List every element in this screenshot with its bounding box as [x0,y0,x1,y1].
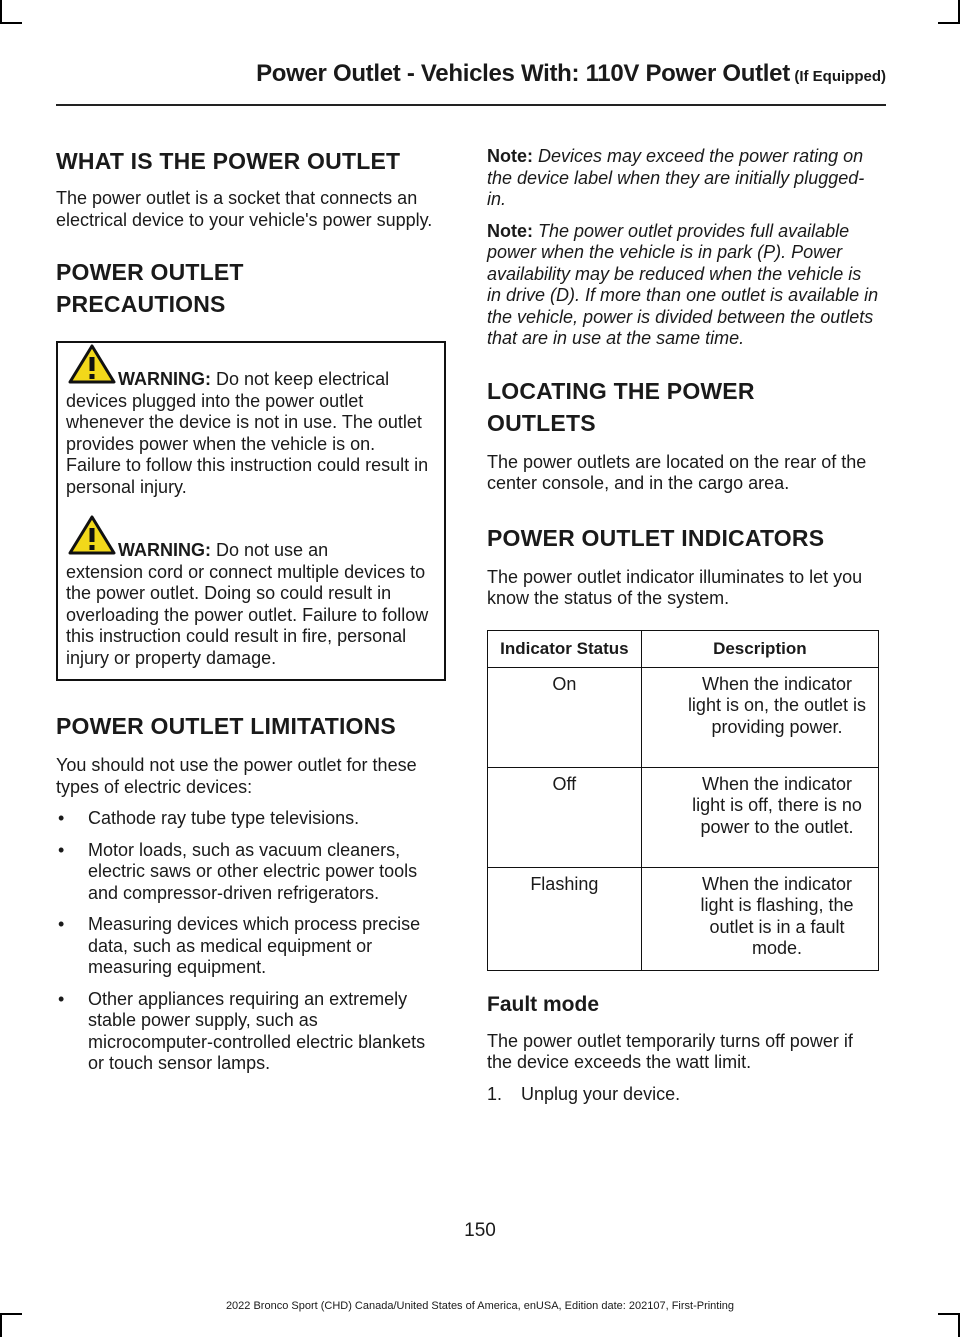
precautions-heading-line1: POWER OUTLET [56,259,244,285]
note-paragraph [487,146,879,211]
list-item: • Motor loads, such as vacuum cleaners, electric saws or other electric power tools and compressor-driven refrigerators. [58,839,418,903]
list-item: 1. Unplug your device. [487,1083,681,1104]
locating-heading-line2: OUTLETS [487,409,596,436]
what-heading: WHAT IS THE POWER OUTLET [56,148,401,174]
locating-heading-line1: LOCATING THE POWER [487,377,755,404]
warning-first-line [66,540,434,562]
warning-text: extension cord or connect multiple devices to the power outlet. Doing so could result in overloading the power outlet. Failure to follow this instruction could result in fire, personal injury or property damage. [66,561,429,668]
warning-first-line [66,369,434,391]
column-header-status: Indicator Status [488,630,642,667]
warning-triangle-icon [68,343,116,385]
fault-heading: Fault mode [487,992,600,1016]
left-column [56,146,446,1075]
right-column [487,146,879,1105]
warning-item [66,540,434,669]
page-header [56,60,886,88]
warning-box [56,341,446,681]
list-item: • Other appliances requiring an extremely stable power supply, such as microcomputer-controlled electric blankets or touch sensor lamps. [58,988,426,1073]
table-row [488,867,879,970]
limitations-list [56,808,446,1075]
crop-mark [0,22,22,24]
column-header-description: Description [641,630,878,667]
crop-mark [0,1313,2,1337]
header-divider [56,104,886,106]
warning-lead-text: Do not use an [216,540,329,560]
note-label: Note: [487,220,533,241]
steps-list [487,1084,879,1106]
precautions-heading-line2: PRECAUTIONS [56,291,226,317]
header-subtitle: (If Equipped) [794,68,886,85]
bullet-icon: • [58,808,65,828]
status-cell: Off [488,767,642,867]
table-row [488,667,879,767]
table-header-row [488,630,879,667]
warning-item [66,369,434,498]
footer-text: 2022 Bronco Sport (CHD) Canada/United States of America, enUSA, Edition date: 202107, First-Printing [225,1300,735,1312]
warning-label: WARNING: [118,369,211,389]
note-text: The power outlet provides full available power when the vehicle is in park (P). Power availability may be reduced when the vehicle is in drive (D). If more than one outlet is available in the vehicle, power is divided between the outlets that are in use at the same time. [487,220,879,348]
bullet-icon: • [58,988,65,1009]
limitations-intro: You should not use the power outlet for these types of electric devices: [56,755,417,797]
what-text: The power outlet is a socket that connects an electrical device to your vehicle's power supply. [56,188,433,230]
warning-text: devices plugged into the power outlet whenever the device is not in use. The outlet provides power when the vehicle is on. Failure to follow this instruction could result in personal injury. [66,390,429,497]
status-cell: On [488,667,642,767]
warning-triangle-icon [68,514,116,556]
header-title: Power Outlet - Vehicles With: 110V Power Outlet [256,60,790,87]
crop-mark [0,0,2,24]
description-cell: When the indicator light is off, there is no power to the outlet. [641,767,878,867]
list-item: • Cathode ray tube type televisions. [58,808,360,828]
crop-mark [0,1313,22,1315]
status-cell: Flashing [488,867,642,970]
bullet-icon: • [58,839,65,860]
list-item: • Measuring devices which process precise data, such as medical equipment or measuring equipment. [58,914,421,977]
page-number: 150 [464,1220,496,1241]
fault-text: The power outlet temporarily turns off power if the device exceeds the watt limit. [487,1030,853,1072]
locating-text: The power outlets are located on the rear of the center console, and in the cargo area. [487,451,867,493]
note-label: Note: [487,146,533,166]
warning-lead-text: Do not keep electrical [216,369,390,389]
description-cell: When the indicator light is flashing, the outlet is in a fault mode. [641,867,878,970]
table-row [488,767,879,867]
indicators-heading: POWER OUTLET INDICATORS [487,524,825,551]
description-cell: When the indicator light is on, the outlet is providing power. [641,667,878,767]
crop-mark [938,22,960,24]
indicator-table [487,630,879,971]
note-paragraph [487,221,879,350]
warning-label: WARNING: [118,540,211,560]
bullet-icon: • [58,914,65,934]
crop-mark [938,1313,960,1315]
limitations-heading: POWER OUTLET LIMITATIONS [56,713,396,739]
indicators-text: The power outlet indicator illuminates to let you know the status of the system. [487,566,863,608]
note-text: Devices may exceed the power rating on the device label when they are initially plugged-in. [487,146,865,209]
